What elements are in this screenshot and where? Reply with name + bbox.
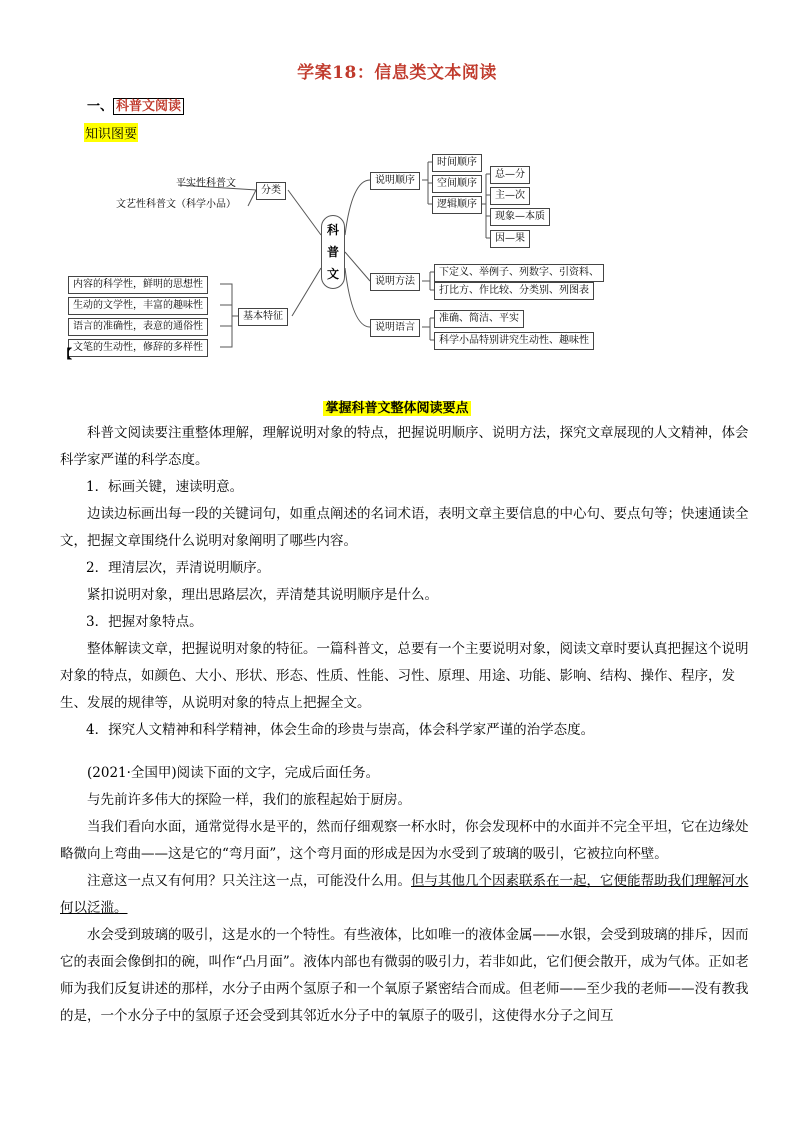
step-heading: 2．理清层次，弄清说明顺序。 — [86, 560, 271, 576]
subtitle-text: 掌握科普文整体阅读要点 — [325, 401, 469, 416]
section-label: 科普文阅读 — [113, 98, 184, 115]
language-node: 说明语言 — [370, 319, 420, 337]
step-heading: 1．标画关键，速读明意。 — [86, 479, 244, 495]
section-number: 一、 — [87, 99, 114, 114]
method-node: 说明方法 — [370, 273, 420, 291]
knowledge-map-label: 知识图要 — [84, 123, 138, 142]
step-heading: 3．把握对象特点。 — [86, 614, 203, 630]
center-char: 文 — [326, 267, 339, 281]
center-char: 普 — [326, 245, 339, 259]
logic-item: 因—果 — [490, 230, 530, 248]
classification-node: 分类 — [256, 182, 286, 200]
feature-item: 生动的文学性，丰富的趣味性 — [68, 297, 208, 315]
logic-item: 总—分 — [490, 166, 530, 184]
classification-item: 平实性科普文 — [176, 178, 236, 189]
bracket-mark: 【 — [60, 347, 73, 361]
center-node — [321, 215, 345, 289]
paragraph: 边读边标画出每一段的关键词句，如重点阐述的名词术语，表明文章主要信息的中心句、要点句等；快速通读全文，把握文章围绕什么说明对象阐明了哪些内容。 — [60, 506, 749, 549]
passage-paragraph: 水会受到玻璃的吸引，这是水的一个特性。有些液体，比如唯一的液体金属——水银，会受到玻璃的排斥，因而它的表面会像倒扣的碗，叫作“凸月面”。液体内部也有微弱的吸引力，若非如此，它们便会散开，成为气体。正如老师为我们反复讲述的那样，水分子由两个氢原子和一个氧原子紧密结合而成。但老师——至少我的老师——没有教我的是，一个水分子中的氢原子还会受到其邻近水分子中的氧原子的吸引，这使得水分子之间互 — [60, 927, 749, 1024]
language-item: 科学小品特别讲究生动性、趣味性 — [434, 332, 594, 350]
feature-item: 语言的准确性，表意的通俗性 — [68, 318, 208, 336]
passage-paragraph: 当我们看向水面，通常觉得水是平的，然而仔细观察一杯水时，你会发现杯中的水面并不完全平坦，它在边缘处略微向上弯曲——这是它的“弯月面”，这个弯月面的形成是因为水受到了玻璃的吸引，它被拉向杯壁。 — [60, 819, 749, 862]
feature-item: 内容的科学性，鲜明的思想性 — [68, 276, 208, 294]
page-title: 学案18：信息类文本阅读 — [297, 63, 497, 83]
order-item: 逻辑顺序 — [432, 196, 482, 214]
underlined-sentence: 但与其他几个因素联系在一起，它便能帮助我们理解河水何以泛滥。 — [60, 873, 749, 916]
order-item: 空间顺序 — [432, 175, 482, 193]
method-item: 打比方、作比较、分类别、列图表 — [434, 282, 594, 300]
logic-item: 现象—本质 — [490, 208, 550, 226]
language-item: 准确、简洁、平实 — [434, 310, 524, 328]
section-heading — [87, 95, 184, 114]
order-item: 时间顺序 — [432, 154, 482, 172]
features-node: 基本特征 — [238, 308, 288, 326]
classification-item: 文艺性科普文（科学小品） — [116, 199, 236, 210]
step-heading: 4．探究人文精神和科学精神，体会生命的珍贵与崇高，体会科学家严谨的治学态度。 — [86, 722, 595, 738]
exercise-source: (2021·全国甲)阅读下面的文字，完成后面任务。 — [87, 765, 380, 781]
logic-item: 主—次 — [490, 187, 530, 205]
order-node: 说明顺序 — [370, 172, 420, 190]
body-text — [60, 420, 752, 1030]
subtitle — [0, 397, 794, 416]
passage-paragraph: 与先前许多伟大的探险一样，我们的旅程起始于厨房。 — [87, 792, 411, 808]
knowledge-diagram — [60, 150, 620, 370]
center-char: 科 — [326, 223, 339, 237]
method-item: 下定义、举例子、列数字、引资料、 — [434, 264, 604, 282]
feature-item: 文笔的生动性，修辞的多样性 — [68, 339, 208, 357]
paragraph: 整体解读文章，把握说明对象的特征。一篇科普文，总要有一个主要说明对象，阅读文章时要认真把握这个说明对象的特点，如颜色、大小、形状、形态、性质、性能、习性、原理、用途、功能、影响、结构、操作、程序，发生、发展的规律等，从说明对象的特点上把握全文。 — [60, 641, 749, 711]
paragraph: 科普文阅读要注重整体理解，理解说明对象的特点，把握说明顺序、说明方法，探究文章展现的人文精神，体会科学家严谨的科学态度。 — [60, 425, 749, 468]
paragraph: 紧扣说明对象，理出思路层次，弄清楚其说明顺序是什么。 — [87, 587, 438, 603]
passage-text: 注意这一点又有何用？只关注这一点，可能没什么用。 — [87, 873, 411, 889]
passage-paragraph — [60, 868, 752, 922]
